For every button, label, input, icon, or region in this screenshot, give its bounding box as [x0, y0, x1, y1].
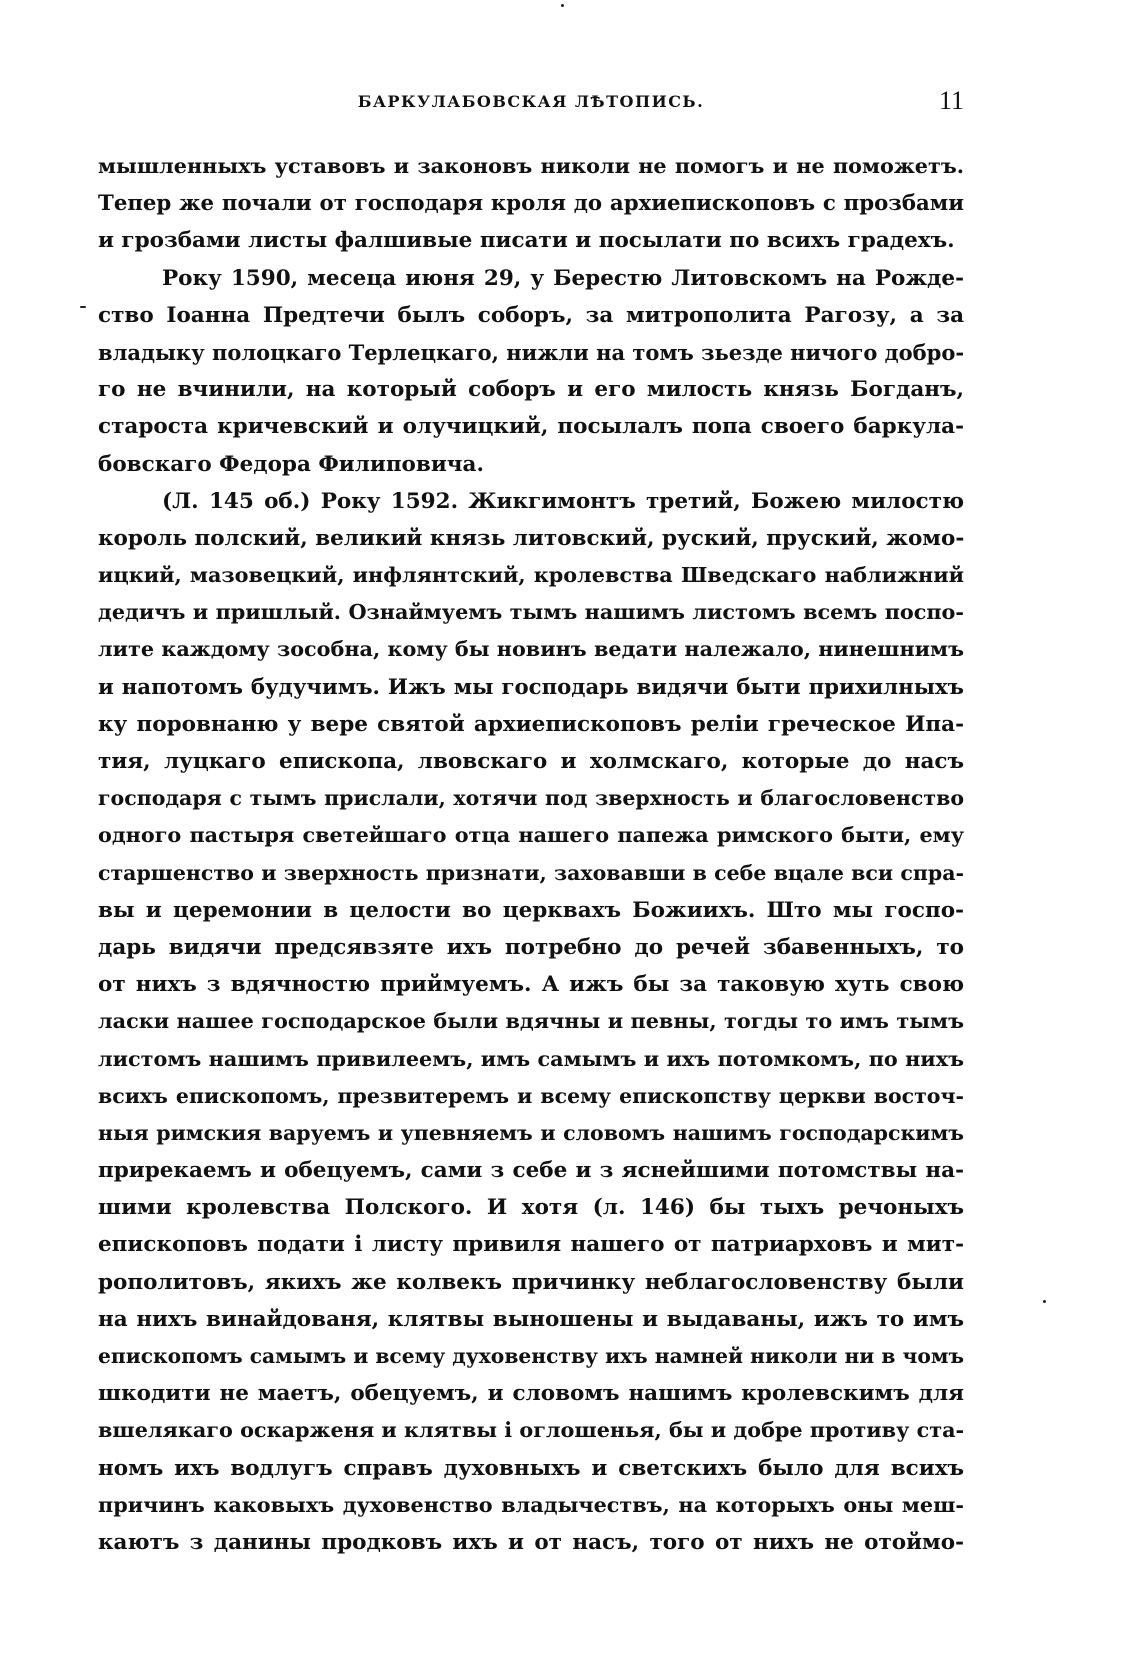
text-line: шкодити не маетъ, обецуемъ, и словомъ нашимъ кролевскимъ для [98, 1381, 964, 1407]
text-line: вшелякаго оскарженя и клятвы і оглошенья, бы и добре противу ста- [98, 1418, 964, 1443]
print-speck [561, 4, 564, 7]
text-line: мышленныхъ уставовъ и законовъ николи не помогъ и не поможетъ. [98, 154, 964, 178]
text-line: и напотомъ будучимъ. Ижъ мы господарь видячи быти прихилныхъ [98, 674, 964, 700]
text-line: господаря с тымъ прислали, хотячи под зверхность и благословенство [98, 786, 964, 811]
text-line: ство Іоанна Предтечи былъ соборъ, за митрополита Рагозу, а за [98, 302, 964, 328]
text-line: причинъ каковыхъ духовенство владычествъ, на которыхъ оны меш- [98, 1492, 964, 1517]
text-line: владыку полоцкаго Терлецкаго, нижли на томъ зьезде ничого добро- [98, 339, 964, 365]
text-line: тия, луцкаго епископа, лвовскаго и холмскаго, которые до насъ [98, 749, 964, 774]
text-line: на нихъ винайдованя, клятвы вынoшены и выдаваны, ижъ то имъ [98, 1306, 964, 1332]
print-speck [80, 306, 86, 308]
text-line: ласки нашее господарское были вдячны и певны, тогды то имъ тымъ [98, 1009, 964, 1034]
text-line: номъ ихъ водлугъ справъ духовныхъ и светскихъ было для всихъ [98, 1455, 964, 1481]
text-line: староста кричевский и олучицкий, посылалъ попа своего баркула- [98, 414, 964, 440]
page-number: 11 [938, 86, 964, 115]
text-line: одного пастыря светейшаго отца нашего папежа римского быти, ему [98, 823, 964, 848]
text-line: бовскаго Федора Филиповича. [98, 451, 484, 477]
text-line: король полский, великий князь литовский, руский, пруский, жомо- [98, 525, 964, 551]
text-line: епископомъ самымъ и всему духовенству ихъ намней николи ни в чомъ [98, 1344, 964, 1368]
text-line: дарь видячи предсявзяте ихъ потребно до речей збавенныхъ, то [98, 934, 964, 960]
text-line: Року 1590, месеца июня 29, у Берестю Литовскомъ на Рожде- [162, 265, 964, 291]
text-line: дедичъ и пришлый. Ознаймуемъ тымъ нашимъ листомъ всемъ поспо- [98, 600, 964, 625]
text-line: епископовъ подати і листу привиля нашего от патриарховъ и мит- [98, 1232, 964, 1258]
text-line: каютъ з данины продковъ ихъ и от насъ, того от нихъ не отоймо- [98, 1529, 964, 1555]
page-header [98, 86, 964, 126]
text-line: от нихъ з вдячностю приймуемъ. А ижъ бы за таковую хуть свою [98, 972, 964, 998]
text-line: рополитовъ, якихъ же колвекъ причинку неблагословенству были [98, 1269, 964, 1295]
text-line: Тепер же почали от господаря кроля до архиепископовъ с прозбами [98, 191, 964, 217]
body-text [98, 148, 964, 1561]
text-line: прирекаемъ и обецуемъ, сами з себе и з яснейшими потомствы на- [98, 1158, 964, 1184]
text-line: и грозбами листы фалшивые писати и посылати по всихъ градехъ. [98, 228, 955, 254]
text-line: ныя римския варуемъ и упевняемъ и словомъ нашимъ господарскимъ [98, 1120, 964, 1145]
text-line: го не вчинили, на который соборъ и его милость князь Богданъ, [98, 377, 964, 403]
text-line: ицкий, мазовецкий, инфлянтский, кролевства Шведскаго наближний [98, 563, 964, 588]
text-line: шими кролевства Полского. И хотя (л. 146) бы тыхъ речоныхъ [98, 1195, 964, 1221]
text-line: всихъ епископомъ, презвитеремъ и всему епископству церкви восточ- [98, 1083, 964, 1108]
print-speck [1043, 1300, 1046, 1303]
text-line: старшенство и зверхность признати, заховавши в себе вцале вси спра- [98, 860, 964, 885]
text-line: (Л. 145 об.) Року 1592. Жикгимонтъ третий, Божею милостю [162, 488, 964, 514]
running-title: БАРКУЛАБОВСКАЯ ЛѢТОПИСЬ. [357, 92, 705, 111]
text-line: вы и церемонии в целости во церквахъ Божиихъ. Што мы госпо- [98, 897, 964, 923]
text-line: ку поровнаню у вере святой архиепископовъ реліи греческое Ипа- [98, 711, 964, 737]
text-line: листомъ нашимъ привилеемъ, имъ самымъ и ихъ потомкомъ, по нихъ [98, 1046, 964, 1071]
text-line: лите каждому зособна, кому бы новинъ ведати належало, нинешнимъ [98, 637, 964, 662]
